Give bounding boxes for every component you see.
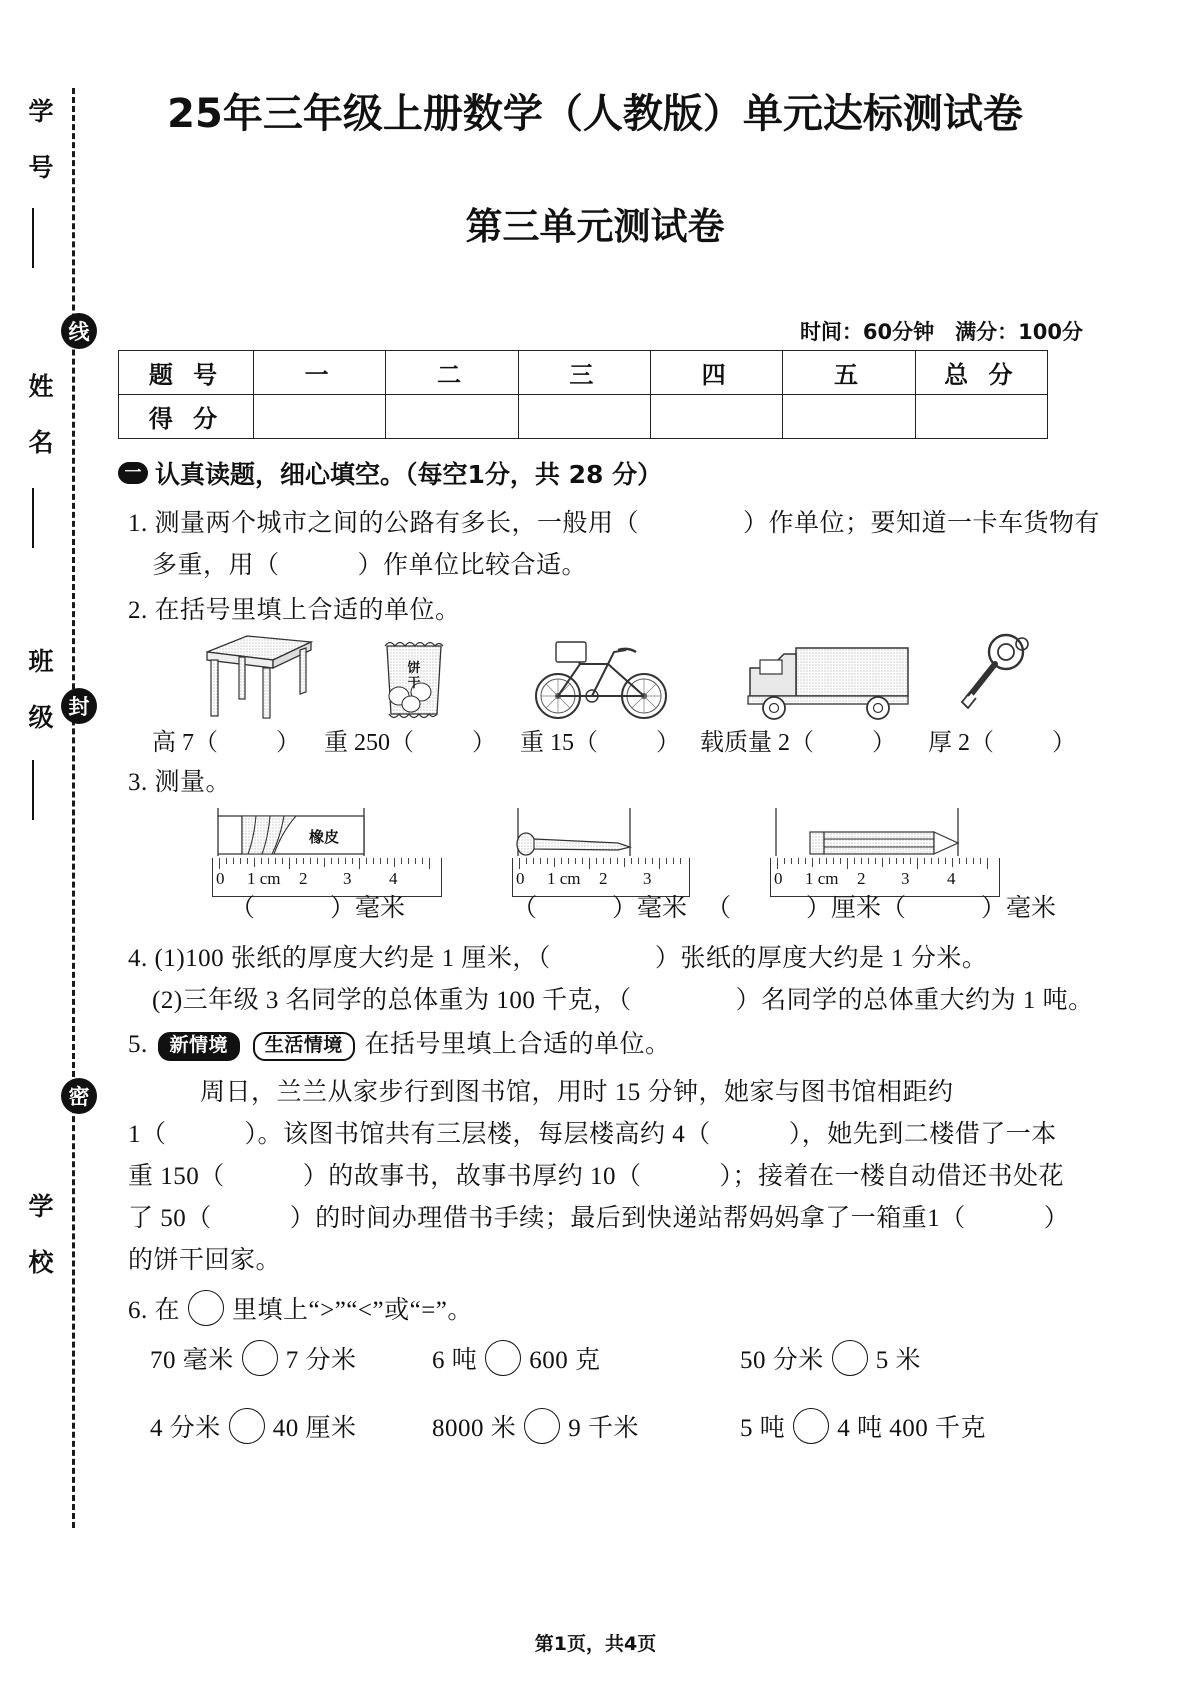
key-icon bbox=[950, 632, 1032, 722]
svg-text:橡皮: 橡皮 bbox=[308, 828, 340, 846]
ruler-1-tick-4: 4 bbox=[389, 869, 398, 888]
section-1-title: 认真读题，细心填空。（每空1分，共 28 分） bbox=[155, 460, 663, 489]
binding-label-student-id: 学 号 bbox=[25, 98, 52, 181]
ruler-1-tick-1: 1 cm bbox=[247, 869, 281, 888]
ruler-3-tick-4: 4 bbox=[947, 869, 956, 888]
q6-row-2-item-1 bbox=[150, 1408, 357, 1444]
question-5-line-5: 的饼干回家。 bbox=[128, 1247, 282, 1274]
q2-label-biscuit: 重 250（ ） bbox=[324, 730, 496, 756]
binding-label-class: 班 级 bbox=[25, 648, 52, 731]
q5-text-c: ），她先到二楼借了一本 bbox=[788, 1121, 1057, 1148]
exam-meta: 时间：60分钟 满分：100分 bbox=[799, 320, 1083, 344]
tag-life-scenario: 生活情境 bbox=[253, 1032, 355, 1061]
q6-r1c3-circle[interactable] bbox=[832, 1340, 868, 1376]
q6-r1c1-right: 7 分米 bbox=[285, 1347, 357, 1374]
q6-r2c1-circle[interactable] bbox=[229, 1408, 265, 1444]
question-2-illustrations bbox=[150, 626, 1050, 722]
ruler-3-ticks bbox=[771, 858, 999, 869]
q6-r1c2-right: 600 克 bbox=[529, 1347, 601, 1374]
score-table-cell-0-5: 总 分 bbox=[915, 351, 1047, 395]
score-table-cell-0-1: 二 bbox=[386, 351, 518, 395]
eraser-icon bbox=[212, 806, 442, 858]
question-2-prompt: 2. 在括号里填上合适的单位。 bbox=[128, 597, 461, 624]
seal-mi: 密 bbox=[61, 1078, 97, 1114]
ruler-group-3 bbox=[770, 806, 1000, 897]
q5-text-g: 了 50（ bbox=[128, 1205, 212, 1232]
q6-row-1-item-1 bbox=[150, 1340, 357, 1376]
score-table-cell-0-0: 一 bbox=[254, 351, 386, 395]
q6-r2c3-right: 4 吨 400 千克 bbox=[837, 1415, 987, 1442]
q5-text-h: ）的时间办理借书手续；最后到快递站帮妈妈拿了一箱重1（ bbox=[289, 1205, 966, 1232]
score-table-head-0: 题 号 bbox=[119, 351, 254, 395]
score-input-total[interactable] bbox=[915, 395, 1047, 439]
binding-label-name: 姓 名 bbox=[25, 373, 52, 456]
ruler-3-tick-3: 3 bbox=[901, 869, 910, 888]
q6-r2c2-left: 8000 米 bbox=[432, 1415, 517, 1442]
binding-label-school: 学 校 bbox=[25, 1193, 52, 1276]
q3-answer-2[interactable]: （ ）毫米 bbox=[512, 895, 688, 922]
ruler-2-tick-0: 0 bbox=[516, 869, 525, 888]
q6-r1c3-right: 5 米 bbox=[875, 1347, 922, 1374]
ruler-group-1 bbox=[212, 806, 442, 897]
q5-text-a: 1（ bbox=[128, 1121, 167, 1148]
q4-text-d: ）名同学的总体重大约为 1 吨。 bbox=[735, 987, 1094, 1014]
q6-text-b: 里填上“>”“<”或“=”。 bbox=[232, 1297, 473, 1324]
q6-r1c2-circle[interactable] bbox=[485, 1340, 521, 1376]
page-subtitle: 第三单元测试卷 bbox=[465, 205, 725, 248]
biscuit-bag-icon bbox=[375, 634, 453, 722]
q6-r2c3-left: 5 吨 bbox=[740, 1415, 786, 1442]
ruler-3-tick-2: 2 bbox=[857, 869, 866, 888]
ruler-1-tick-2: 2 bbox=[299, 869, 308, 888]
q6-r1c1-circle[interactable] bbox=[242, 1340, 278, 1376]
section-number-badge: 一 bbox=[118, 462, 148, 484]
question-6-prompt bbox=[128, 1290, 473, 1326]
section-1-header bbox=[118, 455, 662, 491]
q5-number: 5. bbox=[128, 1031, 148, 1058]
score-table-cell-0-2: 三 bbox=[518, 351, 650, 395]
q1-text-c: 多重，用（ bbox=[152, 552, 280, 579]
bicycle-icon bbox=[522, 636, 682, 722]
score-input-3[interactable] bbox=[518, 395, 650, 439]
table-row bbox=[119, 395, 1048, 439]
q6-r1c1-left: 70 毫米 bbox=[150, 1347, 234, 1374]
q6-row-1-item-2 bbox=[432, 1340, 601, 1376]
q6-row-1-item-3 bbox=[740, 1340, 921, 1376]
q2-label-truck: 载质量 2（ ） bbox=[700, 730, 896, 756]
nail-icon bbox=[512, 806, 690, 858]
ruler-3-tick-1: 1 cm bbox=[805, 869, 839, 888]
q1-text-b: ）作单位；要知道一卡车货物有 bbox=[743, 510, 1101, 537]
ruler-2-ticks bbox=[513, 858, 689, 869]
question-4-line-1 bbox=[128, 938, 987, 974]
binding-strip bbox=[25, 88, 98, 1528]
question-5-line-1: 周日，兰兰从家步行到图书馆，用时 15 分钟，她家与图书馆相距约 bbox=[200, 1079, 954, 1106]
svg-text:饼: 饼 bbox=[407, 661, 421, 676]
binding-rule-3 bbox=[32, 760, 34, 820]
q6-r2c1-left: 4 分米 bbox=[150, 1415, 221, 1442]
ruler-1-tick-3: 3 bbox=[343, 869, 352, 888]
page-footer: 第1页，共4页 bbox=[534, 1633, 657, 1655]
question-5-line-2 bbox=[128, 1114, 1057, 1150]
q5-text-b: ）。该图书馆共有三层楼，每层楼高约 4（ bbox=[244, 1121, 711, 1148]
binding-rule-1 bbox=[32, 208, 34, 268]
q4-text-a: 4. (1)100 张纸的厚度大约是 1 厘米，（ bbox=[128, 945, 551, 972]
score-table-cell-0-4: 五 bbox=[783, 351, 915, 395]
score-input-4[interactable] bbox=[650, 395, 782, 439]
tag-new-scenario: 新情境 bbox=[158, 1032, 241, 1061]
q4-text-c: (2)三年级 3 名同学的总体重为 100 千克，（ bbox=[152, 987, 632, 1014]
ruler-2-tick-3: 3 bbox=[643, 869, 652, 888]
page-title: 25年三年级上册数学（人教版）单元达标测试卷 bbox=[167, 91, 1023, 137]
q6-r1c2-left: 6 吨 bbox=[432, 1347, 478, 1374]
q6-row-2-item-3 bbox=[740, 1408, 986, 1444]
question-3-prompt: 3. 测量。 bbox=[128, 769, 232, 796]
binding-labels bbox=[10, 88, 56, 1528]
question-1-line-2 bbox=[152, 545, 587, 581]
score-table bbox=[118, 350, 1048, 439]
question-2-labels bbox=[130, 722, 1090, 756]
score-table-cell-0-3: 四 bbox=[650, 351, 782, 395]
score-input-5[interactable] bbox=[783, 395, 915, 439]
seal-feng: 封 bbox=[61, 688, 97, 724]
q5-text-d: 重 150（ bbox=[128, 1163, 225, 1190]
desk-icon bbox=[195, 630, 315, 722]
question-5-line-4 bbox=[128, 1198, 1069, 1234]
q6-r2c2-right: 9 千米 bbox=[568, 1415, 640, 1442]
q3-answer-1[interactable]: （ ）毫米 bbox=[230, 895, 406, 922]
q6-row-2-item-2 bbox=[432, 1408, 639, 1444]
score-input-2[interactable] bbox=[386, 395, 518, 439]
ruler-1-tick-0: 0 bbox=[216, 869, 225, 888]
question-5-line-3 bbox=[128, 1156, 1064, 1192]
ruler-2-tick-2: 2 bbox=[599, 869, 608, 888]
ruler-2-tick-1: 1 cm bbox=[547, 869, 581, 888]
q1-text-d: ）作单位比较合适。 bbox=[357, 552, 588, 579]
q5-text-e: ）的故事书，故事书厚约 10（ bbox=[302, 1163, 642, 1190]
question-5-prompt bbox=[128, 1024, 671, 1061]
truck-icon bbox=[740, 640, 918, 722]
binding-rule-2 bbox=[32, 488, 34, 548]
q6-r2c3-circle[interactable] bbox=[793, 1408, 829, 1444]
q2-label-bicycle: 重 15（ ） bbox=[520, 730, 680, 756]
q6-r1c3-left: 50 分米 bbox=[740, 1347, 824, 1374]
q6-r2c1-right: 40 厘米 bbox=[272, 1415, 357, 1442]
ruler-group-2 bbox=[512, 806, 690, 897]
svg-text:干: 干 bbox=[407, 676, 421, 691]
q5-text-i: ） bbox=[1043, 1205, 1070, 1232]
question-1-line-1 bbox=[128, 503, 1100, 539]
q5-prompt-text: 在括号里填上合适的单位。 bbox=[364, 1031, 671, 1058]
table-row bbox=[119, 351, 1048, 395]
ruler-3-tick-0: 0 bbox=[774, 869, 783, 888]
q2-label-desk: 高 7（ ） bbox=[152, 730, 300, 756]
q5-text-f: ）；接着在一楼自动借还书处花 bbox=[719, 1163, 1065, 1190]
score-input-1[interactable] bbox=[254, 395, 386, 439]
q6-r2c2-circle[interactable] bbox=[524, 1408, 560, 1444]
q6-prompt-circle bbox=[188, 1290, 224, 1326]
q2-label-key: 厚 2（ ） bbox=[928, 730, 1076, 756]
q3-answer-3[interactable]: （ ）厘米（ ）毫米 bbox=[706, 895, 1057, 922]
pencil-icon bbox=[770, 806, 1000, 858]
seal-xian: 线 bbox=[61, 313, 97, 349]
question-4-line-2 bbox=[152, 980, 1094, 1016]
dashed-fold-line bbox=[72, 88, 75, 1528]
q6-text-a: 6. 在 bbox=[128, 1297, 181, 1324]
q4-text-b: ）张纸的厚度大约是 1 分米。 bbox=[654, 945, 988, 972]
ruler-1-ticks bbox=[213, 858, 441, 869]
score-table-head-1: 得 分 bbox=[119, 395, 254, 439]
q1-text-a: 1. 测量两个城市之间的公路有多长，一般用（ bbox=[128, 510, 640, 537]
